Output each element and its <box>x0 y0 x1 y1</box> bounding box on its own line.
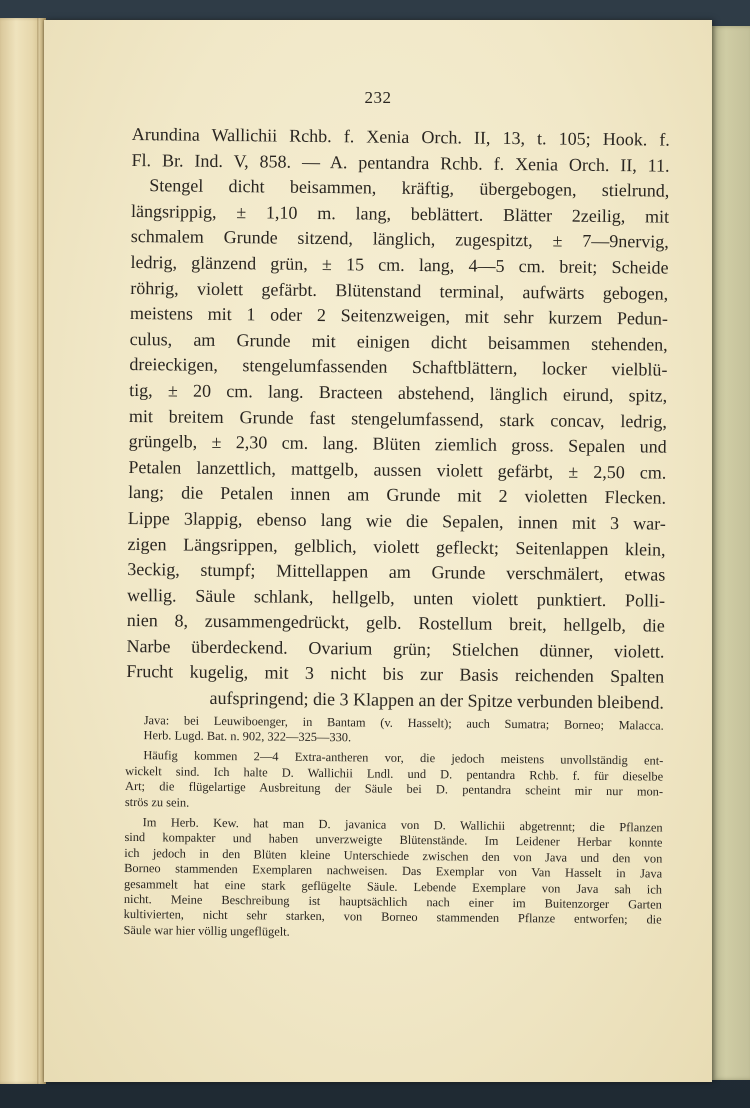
note-line: kultivierten, nicht sehr starken, von Borneo stammenden Pflanze entworfen; die <box>123 907 662 927</box>
note-line: Säule war hier völlig ungeflügelt. <box>123 922 290 939</box>
text-line: Arundina Wallichii Rchb. f. Xenia Orch. II, 13, t. 105; Hook. f. <box>131 123 670 150</box>
text-line: aufspringend; die 3 Klappen an der Spitze verbunden bleibend. <box>209 687 665 713</box>
note-line: Herb. Lugd. Bat. n. 902, 322—325—330. <box>143 728 352 745</box>
text-line: tig, ± 20 cm. lang. Bracteen abstehend, länglich eirund, spitz, <box>129 379 668 406</box>
text-line: röhrig, violett gefärbt. Blütenstand terminal, aufwärts gebogen, <box>130 277 669 304</box>
herbarium-note <box>123 815 662 944</box>
species-description <box>126 122 670 716</box>
text-line: Lippe 3lappig, ebenso lang wie die Sepalen, innen mit 3 war- <box>127 507 666 534</box>
text-line: schmalem Grunde sitzend, länglich, zugespitzt, ± 7—9nervig, <box>130 226 669 253</box>
note-line: Im Herb. Kew. hat man D. javanica von D. Wallichii abgetrennt; die Pflanzen <box>142 815 663 835</box>
text-line: wellig. Säule schlank, hellgelb, unten violett punktiert. Polli- <box>126 584 666 611</box>
text-line: Stengel dicht beisammen, kräftig, übergebogen, stielrund, <box>149 175 670 201</box>
text-line: Frucht kugelig, mit 3 nicht bis zur Basis reichenden Spalten <box>126 661 665 688</box>
book-binding-edge <box>0 18 46 1084</box>
extra-antheren-note <box>125 748 664 815</box>
footnotes <box>123 713 663 944</box>
text-line: 3eckig, stumpf; Mittellappen am Grunde verschmälert, etwas <box>127 559 666 585</box>
note-line: Art; die flügelartige Ausbreitung der Säule bei D. pentandra scheint mir nur mon- <box>124 779 664 799</box>
text-line: meistens mit 1 oder 2 Seitenzweigen, mit sehr kurzem Pedun- <box>129 303 669 329</box>
note-line: wickelt sind. Ich halte D. Wallichii Lndl. und D. pentandra Rchb. f. für dieselbe <box>125 763 664 784</box>
text-line: lang; die Petalen innen am Grunde mit 2 violetten Flecken. <box>128 482 667 508</box>
book-right-edge <box>710 26 750 1080</box>
text-line: Fl. Br. Ind. V, 858. — A. pentandra Rchb. f. Xenia Orch. II, 11. <box>131 149 670 176</box>
text-line: Petalen lanzettlich, mattgelb, aussen violett gefärbt, ± 2,50 cm. <box>128 456 667 483</box>
text-line: Narbe überdeckend. Ovarium grün; Stielchen dünner, violett. <box>126 635 665 662</box>
text-line: zigen Längsrippen, gelblich, violett gefleckt; Seitenlappen klein, <box>127 533 666 560</box>
locality-note <box>125 713 663 749</box>
text-line: grüngelb, ± 2,30 cm. lang. Blüten ziemlich gross. Sepalen und <box>128 431 667 457</box>
text-line: ledrig, glänzend grün, ± 15 cm. lang, 4—5 cm. breit; Scheide <box>130 251 669 278</box>
note-line: strös zu sein. <box>124 794 190 810</box>
note-line: Häufig kommen 2—4 Extra-antheren vor, die jedoch meistens unvollständig ent- <box>143 748 664 769</box>
book-page <box>44 20 712 1082</box>
page-number: 232 <box>364 88 392 107</box>
note-line: Java: bei Leuwiboenger, in Bantam (v. Hasselt); auch Sumatra; Borneo; Malacca. <box>143 712 664 733</box>
text-line: mit breitem Grunde fast stengelumfassend, stark concav, ledrig, <box>128 405 668 432</box>
text-line: culus, am Grunde mit einigen dicht beisammen stehenden, <box>129 328 668 355</box>
page-body <box>123 122 670 944</box>
note-line: Borneo stammenden Exemplaren nachweisen. Das Exemplar von Van Hasselt in Java <box>124 861 663 881</box>
text-line: dreieckigen, stengelumfassenden Schaftblättern, locker vielblü- <box>129 354 668 380</box>
note-line: sind kompakter und haben unverzweigte Blütenstände. Im Leidener Herbar konnte <box>124 830 663 850</box>
note-line: ich jedoch in den Blüten kleine Unterschiede zwischen den von Java und den von <box>124 845 663 866</box>
note-line: gesammelt hat eine stark geflügelte Säule. Lebende Exemplare von Java sah ich <box>123 876 663 897</box>
text-line: längsrippig, ± 1,10 m. lang, beblättert. Blätter 2zeilig, mit <box>130 200 670 227</box>
note-line: nicht. Meine Beschreibung ist hauptsächlich nach einer im Buitenzorger Garten <box>123 891 662 912</box>
text-line: nien 8, zusammengedrückt, gelb. Rostellum breit, hellgelb, die <box>126 610 665 636</box>
